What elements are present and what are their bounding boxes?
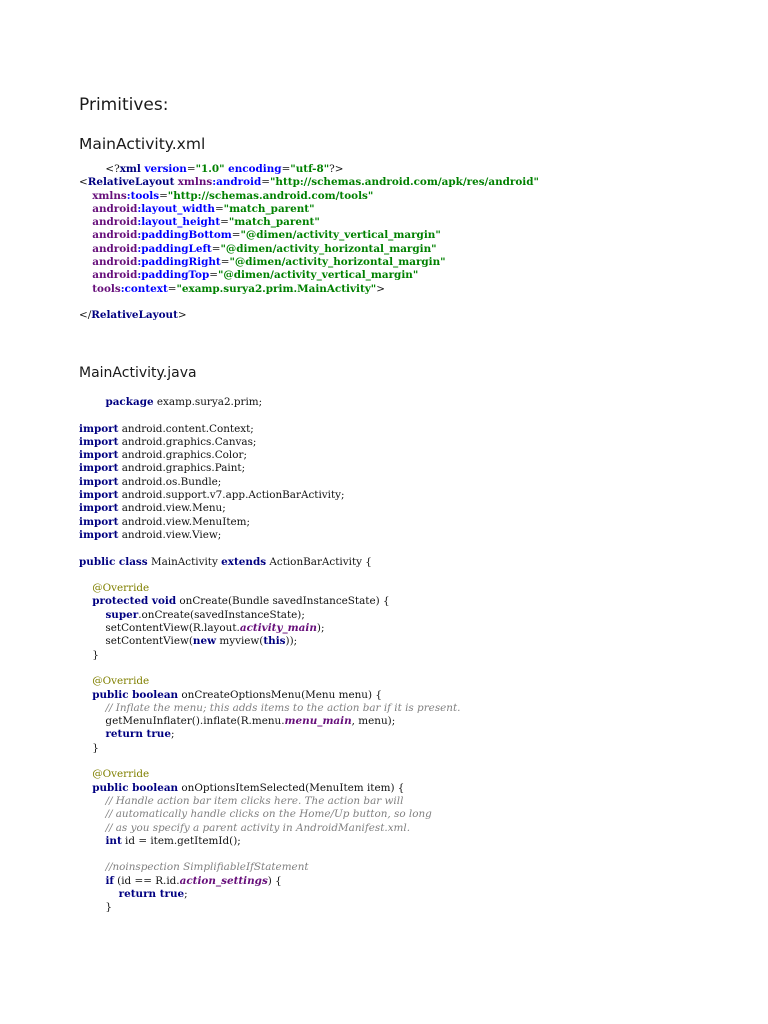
code-token [79,216,92,228]
code-token: android.view.View; [118,528,222,541]
code-token: setContentView( [79,635,193,648]
code-token: :paddingLeft [137,242,212,255]
java-code-line [79,768,460,781]
java-code-line [79,582,460,595]
code-token: "match_parent" [228,216,320,229]
code-token [79,256,92,268]
java-code-line [79,835,460,848]
code-token [79,229,92,241]
code-token: :tools [126,189,160,202]
java-code-line [79,848,460,861]
java-code-line [79,409,460,422]
code-token: = [211,242,221,255]
code-token: android.graphics.Canvas; [118,435,257,448]
code-token: id = item.getItemId(); [121,834,241,847]
code-token: } [79,741,99,754]
code-token: = [261,176,270,189]
code-token: ) { [267,874,282,887]
code-token: android [92,242,138,255]
code-token: android.support.v7.app.ActionBarActivity; [118,489,345,502]
xml-code-line [79,176,539,189]
code-token: setContentView(R.layout. [79,622,240,635]
code-token: android [92,229,138,242]
code-token: extends [221,555,267,568]
code-token [79,190,92,202]
code-token: examp.surya2.prim; [153,396,263,408]
code-token [79,875,105,887]
code-token [79,689,92,701]
code-token: myview( [216,635,264,648]
code-token: > [177,309,187,322]
code-token [79,782,92,794]
code-token: import [79,475,119,488]
code-token: public class [79,555,148,568]
java-code-line [79,609,460,622]
code-token: import [79,422,119,435]
code-token: </ [79,309,92,322]
xml-file-heading: MainActivity.xml [79,135,206,153]
java-file-heading: MainActivity.java [79,365,197,381]
code-token: // Inflate the menu; this adds items to the action bar if it is present. [105,701,461,714]
java-code-line [79,662,460,675]
code-token: if [105,874,114,887]
code-token [79,283,92,295]
code-token: = [220,216,229,229]
java-code-line [79,649,460,662]
java-code-block [79,396,460,915]
code-token [79,243,92,255]
code-token: public boolean [92,781,179,794]
code-token [79,768,92,780]
code-token: "http://schemas.android.com/tools" [167,189,374,202]
code-token: <? [79,163,120,175]
code-token: = [167,282,177,295]
code-token: :android [212,176,262,189]
code-token: "@dimen/activity_horizontal_margin" [229,256,446,269]
code-token [79,203,92,215]
code-token [79,702,105,714]
xml-code-line [79,190,539,203]
code-token: android.view.MenuItem; [118,515,251,528]
code-token: = [231,229,241,242]
code-token: } [79,648,99,661]
code-token: return true [118,887,185,900]
code-token: android.graphics.Paint; [118,462,246,475]
code-token: package [105,396,154,408]
code-token: ); [316,622,325,635]
code-token: = [281,163,291,175]
java-code-line [79,742,460,755]
java-code-line [79,715,460,728]
code-token: :paddingBottom [137,229,232,242]
code-token: ActionBarActivity { [266,555,372,568]
java-code-line [79,449,460,462]
java-code-line [79,755,460,768]
xml-code-line [79,203,539,216]
code-token [79,269,92,281]
code-token: android.os.Bundle; [118,475,222,488]
code-token: xmlns [92,189,127,202]
code-token: ?> [329,163,344,175]
code-token: "@dimen/activity_vertical_margin" [217,269,419,282]
code-token: = [209,269,218,282]
code-token: xml [119,163,141,175]
code-token [79,396,105,408]
code-token: onOptionsItemSelected(MenuItem item) { [178,781,405,794]
code-token: RelativeLayout [87,176,175,189]
code-token: public boolean [92,688,179,701]
code-token: (id == R.id. [113,874,180,887]
code-token: return true [105,728,171,741]
java-code-line [79,595,460,608]
java-code-line [79,728,460,741]
xml-code-block [79,163,539,323]
code-token: this [263,635,286,648]
code-token: import [79,435,119,448]
code-token: // automatically handle clicks on the Home/Up button, so long [105,808,432,821]
java-code-line [79,396,460,409]
java-code-line [79,542,460,555]
code-token: xmlns [177,176,213,189]
java-code-line [79,529,460,542]
code-token [79,888,119,900]
xml-code-line [79,269,539,282]
java-code-line [79,462,460,475]
code-token: "@dimen/activity_horizontal_margin" [220,242,437,255]
code-token: :layout_width [137,202,215,215]
java-code-line [79,875,460,888]
code-token [79,808,105,820]
code-token: version [140,163,187,175]
code-token: , menu); [351,715,396,728]
code-token: import [79,489,119,502]
code-token [79,609,105,621]
java-code-line [79,901,460,914]
code-token: :paddingRight [137,256,221,269]
java-code-line [79,689,460,702]
code-token [79,728,105,740]
code-token: MainActivity [147,555,222,568]
xml-code-line [79,243,539,256]
code-token [79,822,105,834]
code-token: menu_main [284,715,352,728]
java-code-line [79,502,460,515]
java-code-line [79,476,460,489]
java-code-line [79,569,460,582]
java-code-line [79,861,460,874]
java-code-line [79,782,460,795]
code-token: = [220,256,230,269]
code-token: // Handle action bar item clicks here. The action bar will [105,794,404,807]
code-token: < [79,176,88,189]
code-token: import [79,528,119,541]
code-token: onCreate(Bundle savedInstanceState) { [176,595,390,608]
primitives-heading: Primitives: [79,95,169,115]
code-token: "@dimen/activity_vertical_margin" [240,229,441,242]
code-token: android.view.Menu; [118,502,226,515]
xml-code-line [79,229,539,242]
code-token: android.content.Context; [118,422,254,435]
code-token: RelativeLayout [91,309,178,322]
code-token: android [92,202,138,215]
code-token: :context [120,282,168,295]
code-token: } [79,901,113,914]
code-token: encoding [224,163,282,175]
java-code-line [79,702,460,715]
code-token: protected void [92,595,177,608]
code-token: android [92,269,138,282]
java-code-line [79,622,460,635]
code-token [79,675,92,687]
java-code-line [79,423,460,436]
java-code-line [79,808,460,821]
code-token: android [92,216,138,229]
code-token: ; [184,887,188,900]
code-token: import [79,462,119,475]
java-code-line [79,822,460,835]
code-token: :layout_height [137,216,221,229]
code-token: "examp.surya2.prim.MainActivity" [176,282,377,295]
code-token: @Override [92,582,150,595]
java-code-line [79,795,460,808]
code-token: getMenuInflater().inflate(R.menu. [79,715,285,728]
code-token [79,795,105,807]
java-code-line [79,675,460,688]
xml-code-line [79,283,539,296]
code-token: action_settings [179,874,268,887]
code-token [79,582,92,594]
code-token: "1.0" [195,163,225,175]
xml-code-line [79,216,539,229]
code-token: ; [170,728,175,741]
code-token: @Override [92,675,150,688]
code-token: activity_main [239,622,317,635]
xml-code-line [79,256,539,269]
code-token: :paddingTop [137,269,210,282]
java-code-line [79,489,460,502]
code-token: import [79,502,119,515]
code-token: @Override [92,768,150,781]
code-token: = [159,189,168,202]
java-code-line [79,635,460,648]
code-token: .onCreate(savedInstanceState); [138,608,305,621]
code-token: import [79,515,119,528]
code-token: )); [285,635,298,648]
code-token [79,595,92,607]
java-code-line [79,888,460,901]
code-token: // as you specify a parent activity in AndroidManifest.xml. [105,821,411,834]
code-token: int [105,834,122,847]
code-token: import [79,449,119,462]
java-code-line [79,556,460,569]
code-token: //noinspection SimplifiableIfStatement [105,861,309,874]
code-token [79,861,105,873]
code-token: new [192,635,217,648]
code-token: onCreateOptionsMenu(Menu menu) { [178,688,382,701]
code-token [79,835,105,847]
xml-code-line [79,309,539,322]
code-token: "http://schemas.android.com/apk/res/android" [270,176,539,189]
xml-code-line [79,163,539,176]
code-token: android.graphics.Color; [118,449,247,462]
code-token: = [214,202,224,215]
java-code-line [79,516,460,529]
code-token: super [105,608,139,621]
java-code-line [79,436,460,449]
code-token: "utf-8" [290,163,330,175]
xml-code-line [79,296,539,309]
code-token: > [376,282,385,295]
code-token: = [186,163,196,175]
code-token: "match_parent" [223,202,315,215]
code-token: tools [92,282,121,295]
code-token: android [92,256,138,269]
